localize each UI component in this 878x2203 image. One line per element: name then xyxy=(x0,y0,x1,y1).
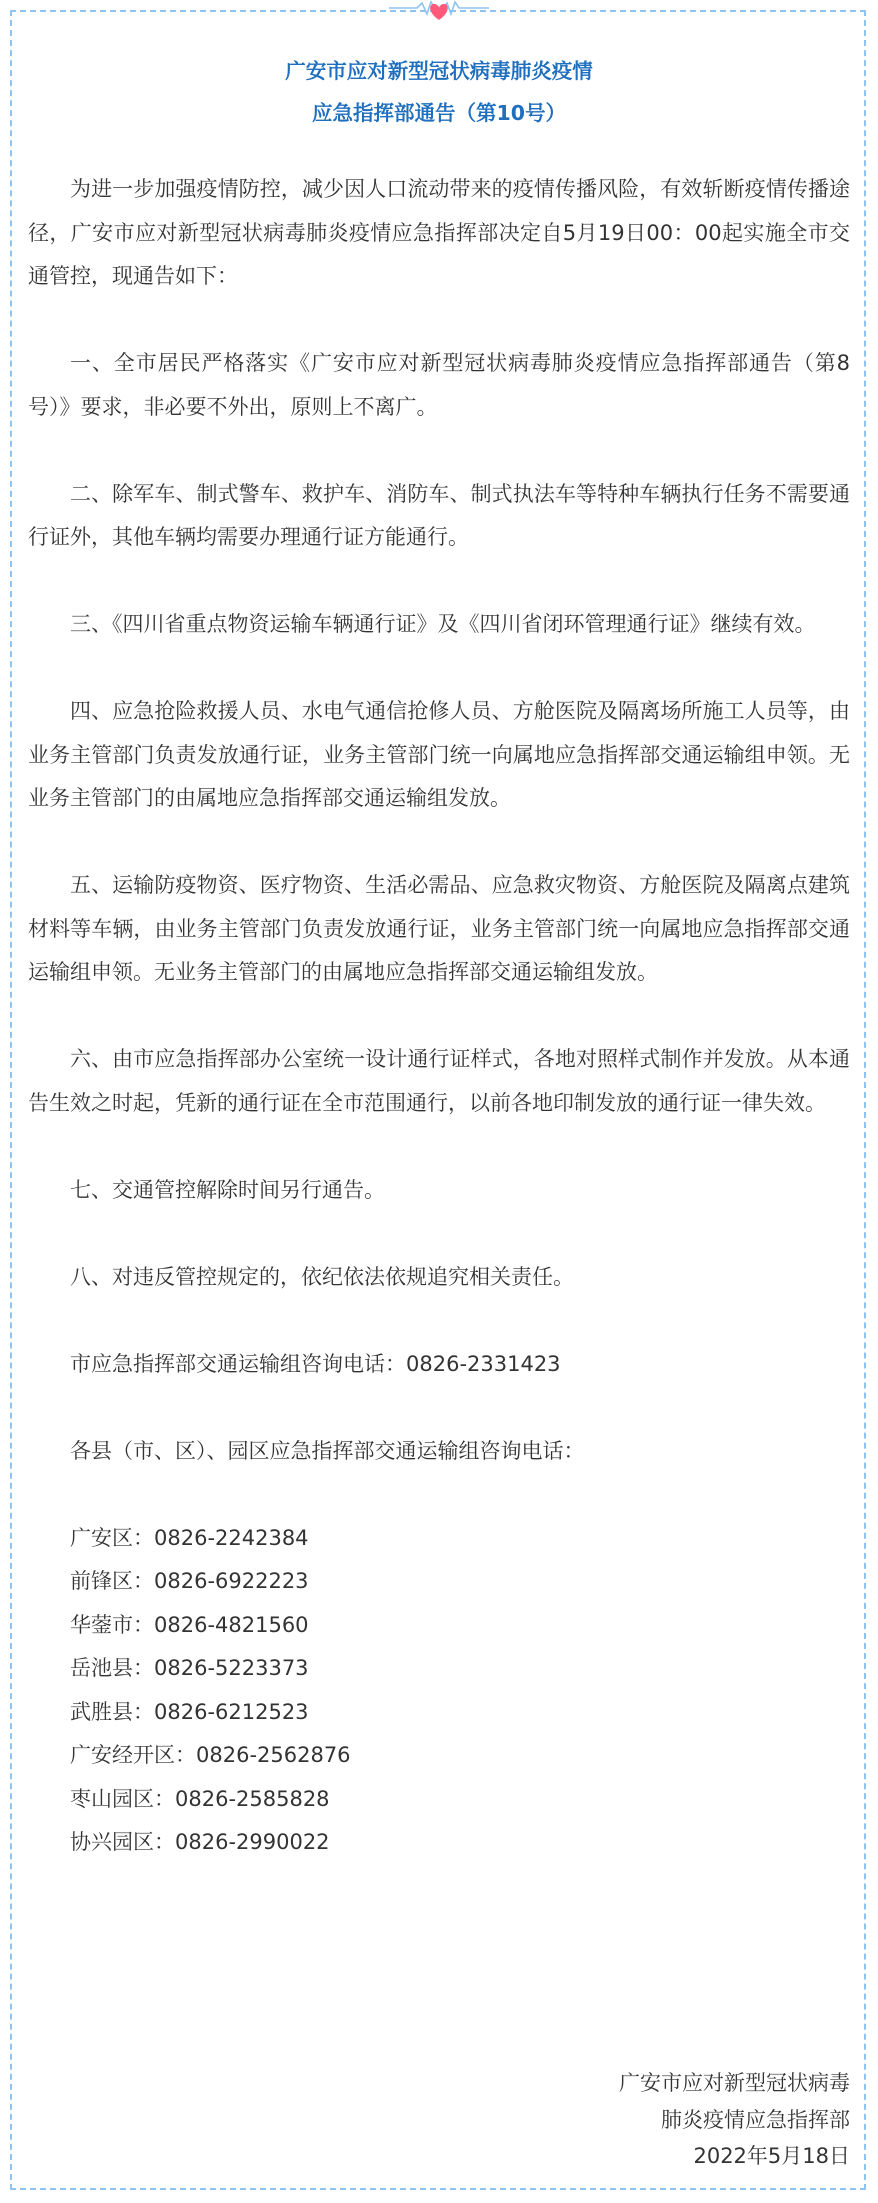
item-5: 五、运输防疫物资、医疗物资、生活必需品、应急救灾物资、方舱医院及隔离点建筑材料等车辆，由业务主管部门负责发放通行证，业务主管部门统一向属地应急指挥部交通运输组申领。无业务主管部门的由属地应急指挥部交通运输组发放。 xyxy=(28,873,850,984)
signature-line-2: 肺炎疫情应急指挥部 xyxy=(661,2107,850,2132)
item-4: 四、应急抢险救援人员、水电气通信抢修人员、方舱医院及隔离场所施工人员等，由业务主管部门负责发放通行证，业务主管部门统一向属地应急指挥部交通运输组申领。无业务主管部门的由属地应急指挥部交通运输组发放。 xyxy=(28,699,850,810)
contact-item: 华蓥市：0826-4821560 xyxy=(70,1612,309,1637)
intro-paragraph: 为进一步加强疫情防控，减少因人口流动带来的疫情传播风险，有效斩断疫情传播途径，广安市应对新型冠状病毒肺炎疫情应急指挥部决定自5月19日00：00起实施全市交通管控，现通告如下： xyxy=(28,177,850,288)
notice-title xyxy=(0,50,878,134)
contact-item: 枣山园区：0826-2585828 xyxy=(70,1786,330,1811)
item-7: 七、交通管控解除时间另行通告。 xyxy=(70,1177,385,1202)
contact-item: 前锋区：0826-6922223 xyxy=(70,1569,309,1593)
item-6: 六、由市应急指挥部办公室统一设计通行证样式，各地对照样式制作并发放。从本通告生效之时起，凭新的通行证在全市范围通行，以前各地印制发放的通行证一律失效。 xyxy=(28,1047,850,1115)
county-hotline-intro: 各县（市、区）、园区应急指挥部交通运输组咨询电话： xyxy=(70,1438,585,1463)
signature-block xyxy=(619,2065,850,2175)
contact-item: 岳池县：0826-5223373 xyxy=(70,1656,309,1680)
item-2: 二、除军车、制式警车、救护车、消防车、制式执法车等特种车辆执行任务不需要通行证外，其他车辆均需要办理通行证方能通行。 xyxy=(28,481,850,549)
signature-line-1: 广安市应对新型冠状病毒 xyxy=(619,2071,850,2095)
contact-item: 广安经开区：0826-2562876 xyxy=(70,1743,351,1767)
item-3: 三、《四川省重点物资运输车辆通行证》及《四川省闭环管理通行证》继续有效。 xyxy=(70,612,816,636)
signature-date: 2022年5月18日 xyxy=(693,2144,850,2168)
title-line-2: 应急指挥部通告（第10号） xyxy=(311,101,567,125)
city-hotline: 市应急指挥部交通运输组咨询电话：0826-2331423 xyxy=(70,1351,561,1376)
contact-item: 武胜县：0826-6212523 xyxy=(70,1699,309,1724)
contact-item: 协兴园区：0826-2990022 xyxy=(70,1830,330,1854)
heartbeat-heart-icon xyxy=(389,0,489,24)
item-1: 一、全市居民严格落实《广安市应对新型冠状病毒肺炎疫情应急指挥部通告（第8号）》要求，非必要不外出，原则上不离广。 xyxy=(28,351,850,419)
title-line-1: 广安市应对新型冠状病毒肺炎疫情 xyxy=(285,59,593,83)
contact-item: 广安区：0826-2242384 xyxy=(70,1525,309,1550)
notice-body xyxy=(28,168,850,1865)
contact-list xyxy=(28,1517,850,1865)
item-8: 八、对违反管控规定的，依纪依法依规追究相关责任。 xyxy=(70,1264,574,1289)
